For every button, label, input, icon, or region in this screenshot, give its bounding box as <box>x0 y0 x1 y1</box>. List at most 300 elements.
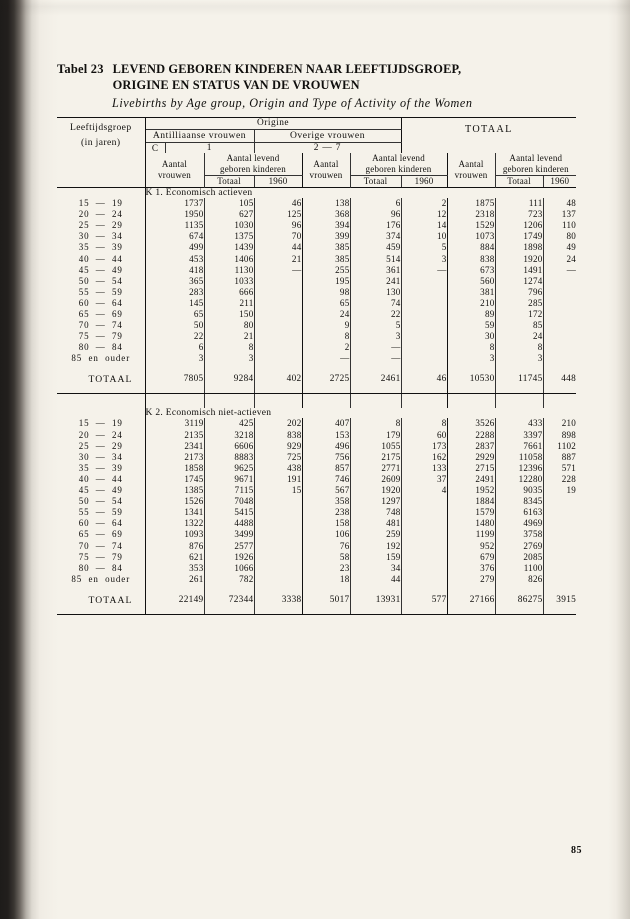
data-cell <box>254 541 302 552</box>
age-group-cell: 20 — 24 <box>57 209 145 220</box>
header-row-columns <box>57 153 576 175</box>
table-row <box>57 563 576 574</box>
data-cell: 8 <box>401 418 447 429</box>
totaal-year-header: 1960 <box>543 176 576 188</box>
data-cell <box>543 496 576 507</box>
data-cell: 176 <box>350 220 401 231</box>
antil-aantal-vrouwen-header <box>145 153 204 187</box>
data-cell: 2837 <box>447 441 495 452</box>
age-group-cell: 30 — 34 <box>57 452 145 463</box>
data-cell <box>543 320 576 331</box>
data-cell: 1375 <box>204 231 254 242</box>
table-row <box>57 474 576 485</box>
data-cell: 210 <box>447 298 495 309</box>
data-cell: 1579 <box>447 507 495 518</box>
data-cell: 65 <box>302 298 350 309</box>
data-cell: 7048 <box>204 496 254 507</box>
antil-levend-line1: Aantal levend <box>226 153 280 164</box>
data-cell: 1030 <box>204 220 254 231</box>
data-cell <box>401 353 447 364</box>
data-cell: 65 <box>145 309 204 320</box>
data-cell: 60 <box>401 430 447 441</box>
age-group-cell: 35 — 39 <box>57 463 145 474</box>
data-cell: 23 <box>302 563 350 574</box>
total-cell: 448 <box>561 374 577 385</box>
table-row <box>57 287 576 298</box>
data-cell <box>543 518 576 529</box>
table-row <box>57 242 576 253</box>
antil-year-header: 1960 <box>254 176 302 188</box>
data-cell: 887 <box>561 451 577 462</box>
data-cell <box>401 496 447 507</box>
data-cell: 385 <box>302 254 350 265</box>
data-cell <box>543 574 576 585</box>
data-cell: 130 <box>350 287 401 298</box>
data-cell: 4969 <box>495 518 543 529</box>
total-cell: 2461 <box>350 372 401 387</box>
data-cell: 1385 <box>145 485 204 496</box>
data-cell: 11058 <box>495 452 543 463</box>
data-cell: 261 <box>145 574 204 585</box>
total-cell: 10530 <box>447 372 495 387</box>
data-cell: 3758 <box>495 529 543 540</box>
data-cell: 385 <box>302 242 350 253</box>
data-cell: 1439 <box>204 242 254 253</box>
data-cell: 560 <box>447 276 495 287</box>
table-row <box>57 418 576 429</box>
table-row <box>57 541 576 552</box>
total-cell: 402 <box>254 372 302 387</box>
table-row <box>57 574 576 585</box>
antil-aantal-line2: vrouwen <box>158 170 191 181</box>
table-row <box>57 485 576 496</box>
data-cell: 368 <box>302 209 350 220</box>
data-cell: 365 <box>145 276 204 287</box>
overige-levend-line1: Aantal levend <box>372 153 425 164</box>
table-row <box>57 209 576 220</box>
code-totaal-cell <box>401 143 576 154</box>
data-cell: 1102 <box>557 440 577 451</box>
data-cell: 1884 <box>447 496 495 507</box>
data-cell <box>254 574 302 585</box>
overige-year-header: 1960 <box>401 176 447 188</box>
data-cell: 1480 <box>447 518 495 529</box>
statistics-table-wrapper <box>57 117 576 615</box>
age-group-cell: 65 — 69 <box>57 309 145 320</box>
data-cell: 3 <box>145 353 204 364</box>
data-cell: 19 <box>566 485 577 496</box>
data-cell <box>401 541 447 552</box>
data-cell: 1066 <box>204 563 254 574</box>
totaal-levend-line2: geboren kinderen <box>502 164 569 175</box>
data-cell: 255 <box>302 265 350 276</box>
data-cell: 191 <box>254 474 302 485</box>
antil-levend-header <box>204 153 302 175</box>
data-cell: 137 <box>561 209 577 220</box>
data-cell: 1322 <box>145 518 204 529</box>
data-cell: 285 <box>495 298 543 309</box>
data-cell: — <box>254 265 302 276</box>
table-row <box>57 430 576 441</box>
data-cell: 24 <box>302 309 350 320</box>
data-cell: 952 <box>447 541 495 552</box>
data-cell <box>401 507 447 518</box>
data-cell: 195 <box>302 276 350 287</box>
data-cell: 399 <box>302 231 350 242</box>
data-cell: 353 <box>145 563 204 574</box>
data-cell: 9671 <box>204 474 254 485</box>
data-cell: 34 <box>350 563 401 574</box>
data-cell: 1130 <box>204 265 254 276</box>
total-cell: 72344 <box>204 593 254 608</box>
data-cell: 3 <box>401 254 447 265</box>
data-cell: — <box>350 342 401 353</box>
data-cell: 159 <box>350 552 401 563</box>
data-cell: 85 <box>495 320 543 331</box>
data-cell: 407 <box>302 418 350 429</box>
data-cell: 283 <box>145 287 204 298</box>
total-cell: 9284 <box>204 372 254 387</box>
data-cell: 125 <box>254 209 302 220</box>
total-cell: 577 <box>401 593 447 608</box>
data-cell: 9625 <box>204 463 254 474</box>
data-cell: 162 <box>401 452 447 463</box>
stub-label-line1: Leeftijdsgroep <box>69 121 132 133</box>
totaal-aantal-line1: Aantal <box>458 159 484 170</box>
data-cell: 1055 <box>350 441 401 452</box>
totaal-subtotaal-header: Totaal <box>495 176 543 188</box>
data-cell: 8 <box>302 331 350 342</box>
data-cell <box>401 342 447 353</box>
data-cell: 418 <box>145 265 204 276</box>
data-cell <box>401 320 447 331</box>
data-cell: 1737 <box>145 198 204 209</box>
table-row <box>57 298 576 309</box>
data-cell: 1898 <box>495 242 543 253</box>
data-cell: 259 <box>350 529 401 540</box>
data-cell: 145 <box>145 298 204 309</box>
total-cell: 11745 <box>495 372 543 387</box>
data-cell: 22 <box>350 309 401 320</box>
data-cell: 110 <box>562 220 577 231</box>
data-cell: 358 <box>302 496 350 507</box>
data-cell: 12280 <box>495 474 543 485</box>
table-row <box>57 529 576 540</box>
data-cell <box>254 496 302 507</box>
age-group-cell: 70 — 74 <box>57 320 145 331</box>
data-cell: 5415 <box>204 507 254 518</box>
data-cell: 18 <box>302 574 350 585</box>
data-cell: 438 <box>254 463 302 474</box>
stub-label-line2: (in jaren) <box>81 136 121 148</box>
table-row <box>57 342 576 353</box>
data-cell: 1274 <box>495 276 543 287</box>
data-cell <box>254 529 302 540</box>
data-cell: 10 <box>401 231 447 242</box>
data-cell: 150 <box>204 309 254 320</box>
data-cell: 153 <box>302 430 350 441</box>
data-cell: 44 <box>350 574 401 585</box>
total-cell: 5017 <box>302 593 350 608</box>
data-cell: 884 <box>447 242 495 253</box>
age-group-cell: 75 — 79 <box>57 552 145 563</box>
data-cell <box>543 541 576 552</box>
section-gap <box>57 394 576 409</box>
overige-aantal-line2: vrouwen <box>309 170 343 181</box>
data-cell <box>254 276 302 287</box>
data-cell: 12396 <box>495 463 543 474</box>
totaal-levend-line1: Aantal levend <box>509 153 563 164</box>
data-cell: 24 <box>495 331 543 342</box>
data-cell: 1033 <box>204 276 254 287</box>
title-line-1: LEVEND GEBOREN KINDEREN NAAR LEEFTIJDSGROEP, <box>112 62 462 76</box>
data-cell: 929 <box>254 441 302 452</box>
data-cell: 70 <box>254 231 302 242</box>
data-cell: 21 <box>254 254 302 265</box>
data-cell: 2491 <box>447 474 495 485</box>
age-group-cell: 35 — 39 <box>57 242 145 253</box>
section-heading-row <box>57 188 576 198</box>
page-subtitle: Livebirths by Age group, Origin and Type of Activity of the Women <box>112 96 473 110</box>
table-row <box>57 463 576 474</box>
data-cell: 627 <box>204 209 254 220</box>
data-cell: 228 <box>561 473 577 484</box>
total-cell: 3338 <box>254 593 302 608</box>
table-row <box>57 309 576 320</box>
data-cell: 1950 <box>145 209 204 220</box>
data-cell: 2175 <box>350 452 401 463</box>
data-cell: 1920 <box>350 485 401 496</box>
data-cell: 459 <box>350 242 401 253</box>
code-letter-cell: C <box>145 143 165 154</box>
table-row <box>57 198 576 209</box>
age-group-cell: 50 — 54 <box>57 496 145 507</box>
data-cell: 15 <box>254 485 302 496</box>
table-row <box>57 452 576 463</box>
data-cell: 374 <box>350 231 401 242</box>
data-cell: 9035 <box>495 485 543 496</box>
data-cell: 1529 <box>447 220 495 231</box>
antil-levend-line2: geboren kinderen <box>220 164 286 175</box>
age-group-cell: 60 — 64 <box>57 518 145 529</box>
totaal-levend-header <box>495 153 576 175</box>
livebirths-table <box>57 117 576 615</box>
data-cell: 22 <box>145 331 204 342</box>
age-group-cell: 70 — 74 <box>57 541 145 552</box>
data-cell: 748 <box>350 507 401 518</box>
code-antilliaanse-cell: 1 <box>165 143 254 154</box>
data-cell: 5 <box>350 320 401 331</box>
section-heading-row <box>57 408 576 418</box>
age-group-cell: 80 — 84 <box>57 342 145 353</box>
data-cell <box>254 320 302 331</box>
data-cell: 1341 <box>145 507 204 518</box>
table-row <box>57 220 576 231</box>
section-heading: K 2. Economisch niet-actieven <box>145 408 272 419</box>
data-cell: 74 <box>350 298 401 309</box>
data-cell: 173 <box>401 441 447 452</box>
data-cell: 80 <box>204 320 254 331</box>
data-cell: 857 <box>302 463 350 474</box>
antilliaanse-group-header: Antilliaanse vrouwen <box>145 130 254 143</box>
row-spacer <box>57 585 576 593</box>
origine-group-header: Origine <box>145 118 401 130</box>
data-cell <box>254 298 302 309</box>
data-cell: 3499 <box>204 529 254 540</box>
data-cell <box>254 309 302 320</box>
overige-subtotaal-header: Totaal <box>350 176 401 188</box>
total-cell: 13931 <box>350 593 401 608</box>
data-cell <box>543 287 576 298</box>
data-cell: 241 <box>350 276 401 287</box>
data-cell: 3397 <box>495 430 543 441</box>
data-cell: — <box>401 265 447 276</box>
data-cell: 158 <box>302 518 350 529</box>
data-cell: 826 <box>495 574 543 585</box>
age-group-cell: 55 — 59 <box>57 287 145 298</box>
data-cell: 674 <box>145 231 204 242</box>
data-cell: 14 <box>401 220 447 231</box>
data-cell: 725 <box>254 452 302 463</box>
table-row <box>57 320 576 331</box>
data-cell: 3119 <box>145 418 204 429</box>
total-label: TOTAAL <box>57 593 145 608</box>
data-cell: 1526 <box>145 496 204 507</box>
section-total-row <box>57 593 576 608</box>
age-group-cell: 20 — 24 <box>57 430 145 441</box>
data-cell: 796 <box>495 287 543 298</box>
data-cell: 8 <box>204 342 254 353</box>
data-cell: 481 <box>350 518 401 529</box>
data-cell <box>401 529 447 540</box>
data-cell: 571 <box>561 462 577 473</box>
data-cell: 1100 <box>495 563 543 574</box>
data-cell <box>543 353 576 364</box>
data-cell: 756 <box>302 452 350 463</box>
age-group-cell: 75 — 79 <box>57 331 145 342</box>
header-row-origine <box>57 118 576 130</box>
data-cell: 394 <box>302 220 350 231</box>
data-cell: 782 <box>204 574 254 585</box>
data-cell: 50 <box>145 320 204 331</box>
table-row <box>57 265 576 276</box>
antil-subtotaal-header: Totaal <box>204 176 254 188</box>
data-cell: 9 <box>302 320 350 331</box>
total-cell: 86275 <box>495 593 543 608</box>
data-cell: 279 <box>447 574 495 585</box>
age-group-cell: 50 — 54 <box>57 276 145 287</box>
data-cell: 8 <box>350 418 401 429</box>
data-cell: 2769 <box>495 541 543 552</box>
data-cell: 111 <box>495 198 543 209</box>
data-cell: — <box>566 264 577 275</box>
data-cell: 2929 <box>447 452 495 463</box>
data-cell: — <box>302 353 350 364</box>
data-cell: 876 <box>145 541 204 552</box>
data-cell: 433 <box>495 418 543 429</box>
antil-aantal-line1: Aantal <box>161 159 188 170</box>
data-cell: 4 <box>401 485 447 496</box>
data-cell: 1073 <box>447 231 495 242</box>
data-cell: 58 <box>302 552 350 563</box>
data-cell <box>543 529 576 540</box>
data-cell <box>401 574 447 585</box>
table-row <box>57 518 576 529</box>
data-cell: 3 <box>447 353 495 364</box>
data-cell: 46 <box>254 198 302 209</box>
data-cell: 30 <box>447 331 495 342</box>
data-cell: 6 <box>350 198 401 209</box>
data-cell: 838 <box>447 254 495 265</box>
data-cell <box>543 342 576 353</box>
age-group-cell: 80 — 84 <box>57 563 145 574</box>
data-cell <box>543 298 576 309</box>
data-cell: 499 <box>145 242 204 253</box>
data-cell: 1875 <box>447 198 495 209</box>
table-row <box>57 276 576 287</box>
data-cell: 192 <box>350 541 401 552</box>
data-cell: 1745 <box>145 474 204 485</box>
stub-header <box>57 118 145 154</box>
data-cell: 898 <box>561 429 577 440</box>
data-cell: 59 <box>447 320 495 331</box>
data-cell: 2173 <box>145 452 204 463</box>
page-number: 85 <box>571 845 582 856</box>
data-cell: 1093 <box>145 529 204 540</box>
data-cell: 376 <box>447 563 495 574</box>
data-cell: — <box>350 353 401 364</box>
data-cell: 6606 <box>204 441 254 452</box>
data-cell: 1952 <box>447 485 495 496</box>
data-cell: 21 <box>204 331 254 342</box>
table-head <box>57 118 576 189</box>
data-cell: 2135 <box>145 430 204 441</box>
data-cell: 2609 <box>350 474 401 485</box>
data-cell: 496 <box>302 441 350 452</box>
data-cell: 76 <box>302 541 350 552</box>
total-cell: 46 <box>401 372 447 387</box>
age-group-cell: 25 — 29 <box>57 220 145 231</box>
data-cell: 44 <box>254 242 302 253</box>
data-cell <box>254 552 302 563</box>
data-cell: 106 <box>302 529 350 540</box>
data-cell: 172 <box>495 309 543 320</box>
section-heading: K 1. Economisch actieven <box>145 188 253 199</box>
data-cell <box>254 507 302 518</box>
overige-levend-line2: geboren kinderen <box>365 164 432 175</box>
data-cell: 3 <box>350 331 401 342</box>
data-cell: 679 <box>447 552 495 563</box>
data-cell: 8345 <box>495 496 543 507</box>
age-group-cell: 40 — 44 <box>57 254 145 265</box>
data-cell: 8 <box>495 342 543 353</box>
age-group-cell: 85 en ouder <box>57 353 145 364</box>
data-cell: 202 <box>254 418 302 429</box>
data-cell: 49 <box>566 242 577 253</box>
data-cell: 98 <box>302 287 350 298</box>
data-cell: 210 <box>561 418 577 429</box>
data-cell <box>543 552 576 563</box>
data-cell: 567 <box>302 485 350 496</box>
data-cell: 838 <box>254 430 302 441</box>
age-group-cell: 45 — 49 <box>57 485 145 496</box>
table-row <box>57 552 576 563</box>
data-cell <box>543 276 576 287</box>
total-cell: 2725 <box>302 372 350 387</box>
data-cell <box>254 342 302 353</box>
age-group-cell: 40 — 44 <box>57 474 145 485</box>
data-cell <box>254 331 302 342</box>
